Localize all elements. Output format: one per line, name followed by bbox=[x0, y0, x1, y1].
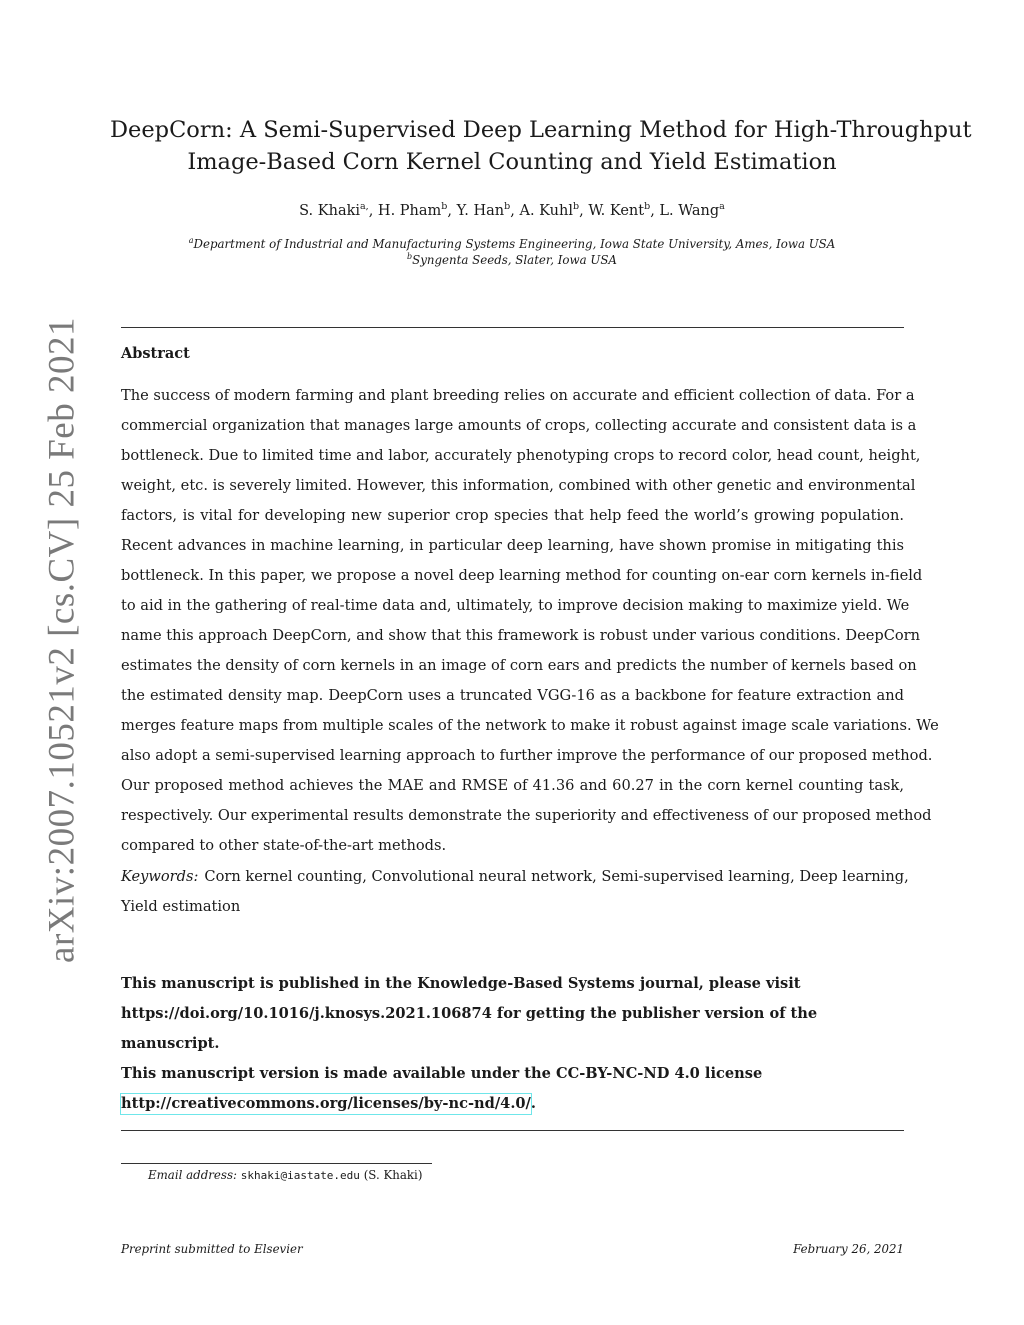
paper-title bbox=[110, 114, 972, 178]
affiliation-line: $^a$Department of Industrial and Manufacturing Systems Engineering, Iowa State University, Ames, Iowa USA bbox=[188, 236, 836, 251]
abstract-line: estimates the density of corn kernels in an image of corn ears and predicts the number of kernels based on bbox=[121, 657, 917, 674]
abstract-line: Recent advances in machine learning, in particular deep learning, have shown promise in mitigating this bbox=[121, 537, 904, 554]
abstract-line: also adopt a semi-supervised learning approach to further improve the performance of our proposed method. bbox=[121, 747, 933, 764]
author-name: H. Pham bbox=[377, 203, 442, 219]
abstract-line: merges feature maps from multiple scales of the network to make it robust against image scale variations. We bbox=[121, 717, 939, 734]
abstract-bottom-rule bbox=[121, 1130, 904, 1131]
license-link[interactable]: http://creativecommons.org/licenses/by-nc-nd/4.0/ bbox=[121, 1095, 531, 1112]
author-affil-mark: b bbox=[573, 201, 580, 213]
author-affil-mark: b bbox=[441, 201, 448, 213]
abstract-line: to aid in the gathering of real-time data and, ultimately, to improve decision making to maximize yield. We bbox=[121, 597, 910, 614]
abstract-line: factors, is vital for developing new superior crop species that help feed the world’s growing population. bbox=[121, 507, 904, 524]
author-affil-mark: b bbox=[504, 201, 511, 213]
abstract-line: commercial organization that manages large amounts of crops, collecting accurate and consistent data is a bbox=[121, 417, 917, 434]
preprint-note: Preprint submitted to Elsevier bbox=[121, 1242, 303, 1256]
keywords-line: Yield estimation bbox=[121, 898, 241, 915]
notice-line: This manuscript version is made available under the CC-BY-NC-ND 4.0 license bbox=[121, 1065, 763, 1082]
notice-line: https://doi.org/10.1016/j.knosys.2021.106874 for getting the publisher version of the bbox=[121, 1005, 818, 1022]
notice-line: This manuscript is published in the Knowledge-Based Systems journal, please visit bbox=[121, 975, 801, 992]
footnote-rule bbox=[121, 1163, 432, 1164]
author-name: L. Wang bbox=[659, 203, 720, 219]
notice-line: http://creativecommons.org/licenses/by-nc-nd/4.0/. bbox=[121, 1095, 536, 1112]
abstract-line: name this approach DeepCorn, and show that this framework is robust under various conditions. DeepCorn bbox=[121, 627, 921, 644]
publication-notice bbox=[121, 969, 904, 1119]
abstract-line: compared to other state-of-the-art methods. bbox=[121, 837, 447, 854]
author-name: S. Khaki bbox=[299, 203, 361, 219]
email-owner: (S. Khaki) bbox=[363, 1168, 423, 1182]
abstract-line: The success of modern farming and plant breeding relies on accurate and efficient collection of data. For a bbox=[121, 387, 915, 404]
keywords bbox=[121, 862, 909, 922]
author-name: W. Kent bbox=[588, 203, 645, 219]
title-line: DeepCorn: A Semi-Supervised Deep Learning Method for High-Throughput bbox=[110, 117, 972, 143]
abstract-line: respectively. Our experimental results demonstrate the superiority and effectiveness of our proposed method bbox=[121, 807, 932, 824]
abstract-line: bottleneck. Due to limited time and labor, accurately phenotyping crops to record color, head count, height, bbox=[121, 447, 921, 464]
abstract-heading: Abstract bbox=[121, 345, 190, 362]
keywords-line: Keywords: Corn kernel counting, Convolutional neural network, Semi-supervised learning, Deep learning, bbox=[121, 868, 909, 885]
arxiv-id: arXiv:2007.10521v2 [cs.CV] 25 Feb 2021 bbox=[41, 317, 83, 963]
email-footnote bbox=[148, 1168, 422, 1182]
author-list: S. Khaki$^{a,}$, H. Pham$^b$, Y. Han$^b$, A. Kuhl$^b$, W. Kent$^b$, L. Wang$^a$ bbox=[299, 201, 725, 219]
abstract-top-rule bbox=[121, 327, 904, 328]
abstract-line: bottleneck. In this paper, we propose a novel deep learning method for counting on-ear corn kernels in-field bbox=[121, 567, 923, 584]
abstract-line: Our proposed method achieves the MAE and RMSE of 41.36 and 60.27 in the corn kernel counting task, bbox=[121, 777, 904, 794]
abstract-line: the estimated density map. DeepCorn uses a truncated VGG-16 as a backbone for feature extraction and bbox=[121, 687, 904, 704]
author-affil-mark: b bbox=[644, 201, 651, 213]
title-line: Image-Based Corn Kernel Counting and Yield Estimation bbox=[187, 149, 837, 175]
abstract-body bbox=[121, 381, 939, 861]
email-address: skhaki@iastate.edu bbox=[240, 1169, 360, 1182]
affiliation-line: $^b$Syngenta Seeds, Slater, Iowa USA bbox=[407, 252, 617, 267]
author-name: Y. Han bbox=[456, 203, 505, 219]
preprint-date: February 26, 2021 bbox=[793, 1242, 904, 1256]
affiliations bbox=[110, 236, 914, 268]
abstract-line: weight, etc. is severely limited. However, this information, combined with other genetic and environmental bbox=[121, 477, 916, 494]
author-affil-mark: a, bbox=[360, 201, 369, 213]
author-affil-mark: a bbox=[719, 201, 725, 213]
notice-line: manuscript. bbox=[121, 1035, 220, 1052]
keywords-label: Keywords: bbox=[121, 868, 199, 885]
email-label: Email address: bbox=[148, 1168, 237, 1182]
author-name: A. Kuhl bbox=[519, 203, 573, 219]
